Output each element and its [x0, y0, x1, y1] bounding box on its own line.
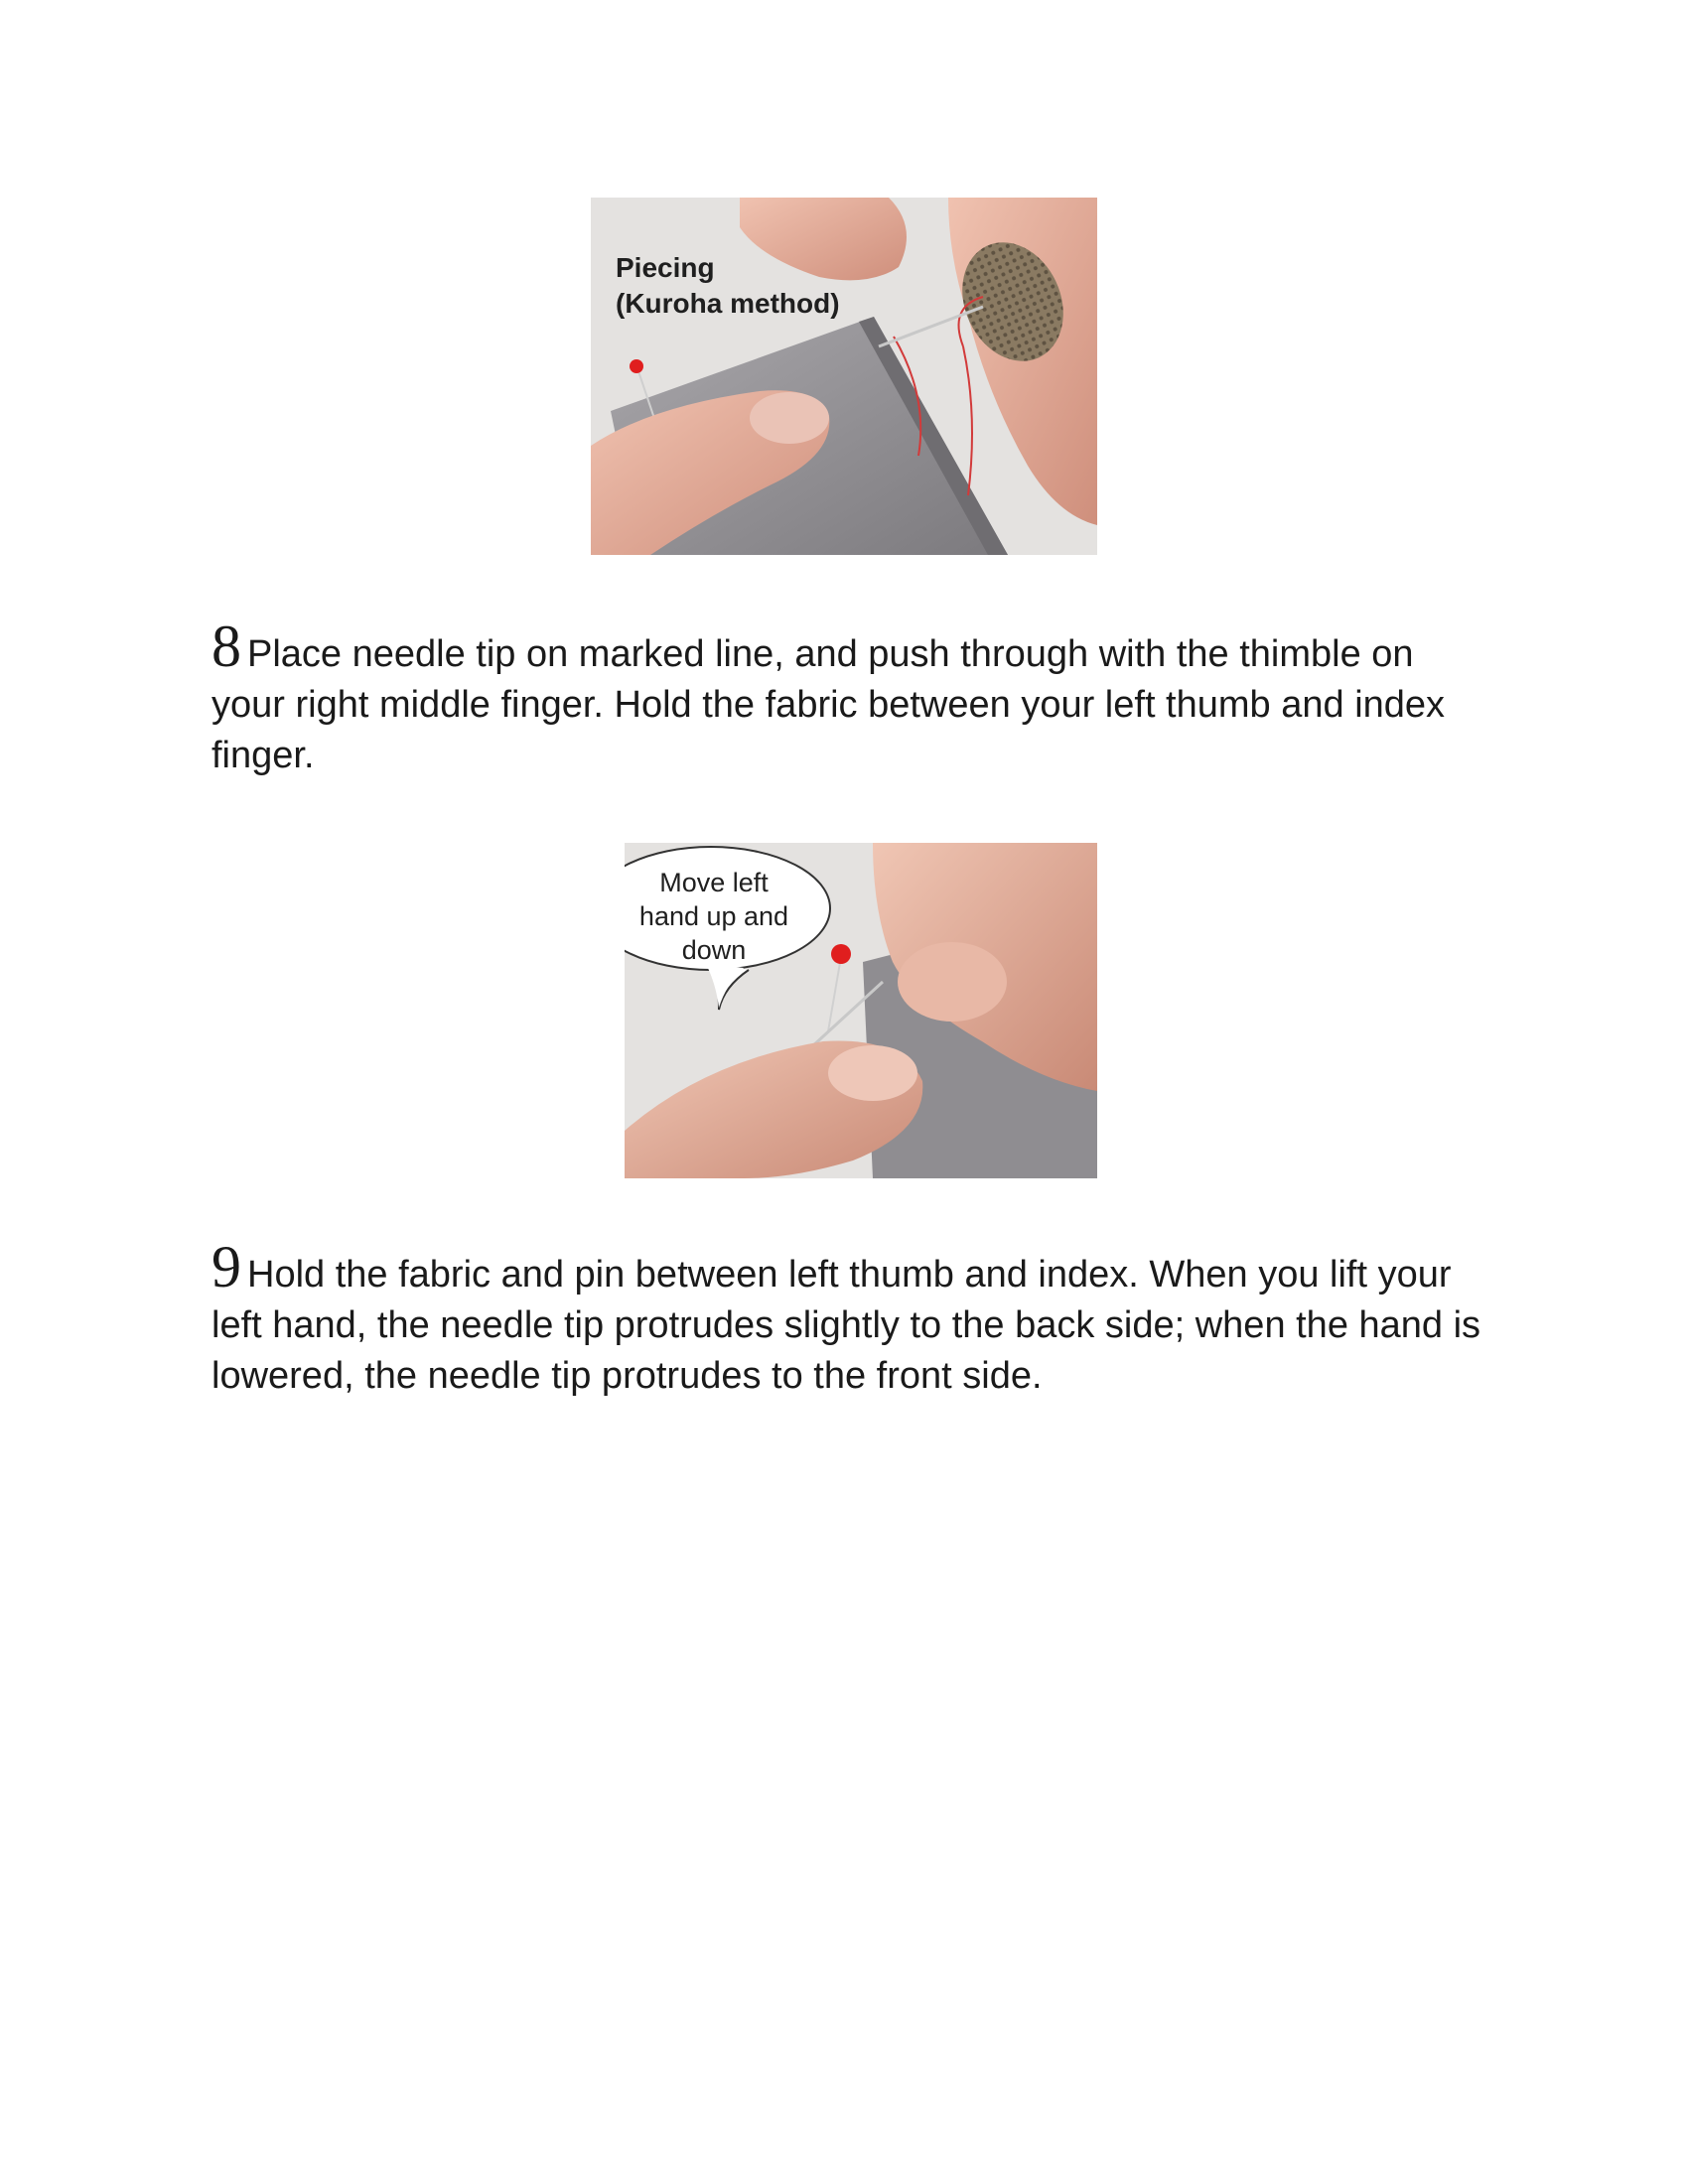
left-hand-photo	[625, 843, 1097, 1178]
step-8-text: Place needle tip on marked line, and push through with the thimble on your right middle finger. Hold the fabric between your left thumb and index finger.	[211, 633, 1446, 776]
step-9-text: Hold the fabric and pin between left thumb and index. When you lift your left hand, the needle tip protrudes slightly to the back side; when the hand is lowered, the needle tip protrudes to the front side.	[211, 1254, 1481, 1397]
step-9-number: 9	[211, 1234, 241, 1299]
speech-bubble	[625, 843, 1097, 1178]
bubble-text-line-2: hand up and	[638, 901, 789, 931]
step-8-number: 8	[211, 614, 241, 679]
step-9-instruction	[211, 1234, 1492, 1402]
bubble-text-line-1: Move left	[659, 868, 769, 897]
photo-label-line-1: Piecing	[616, 252, 715, 283]
step-8-instruction	[211, 614, 1492, 781]
piecing-photo	[591, 198, 1097, 555]
bubble-text-line-3: down	[681, 935, 747, 965]
photo-label-line-2: (Kuroha method)	[616, 288, 840, 319]
